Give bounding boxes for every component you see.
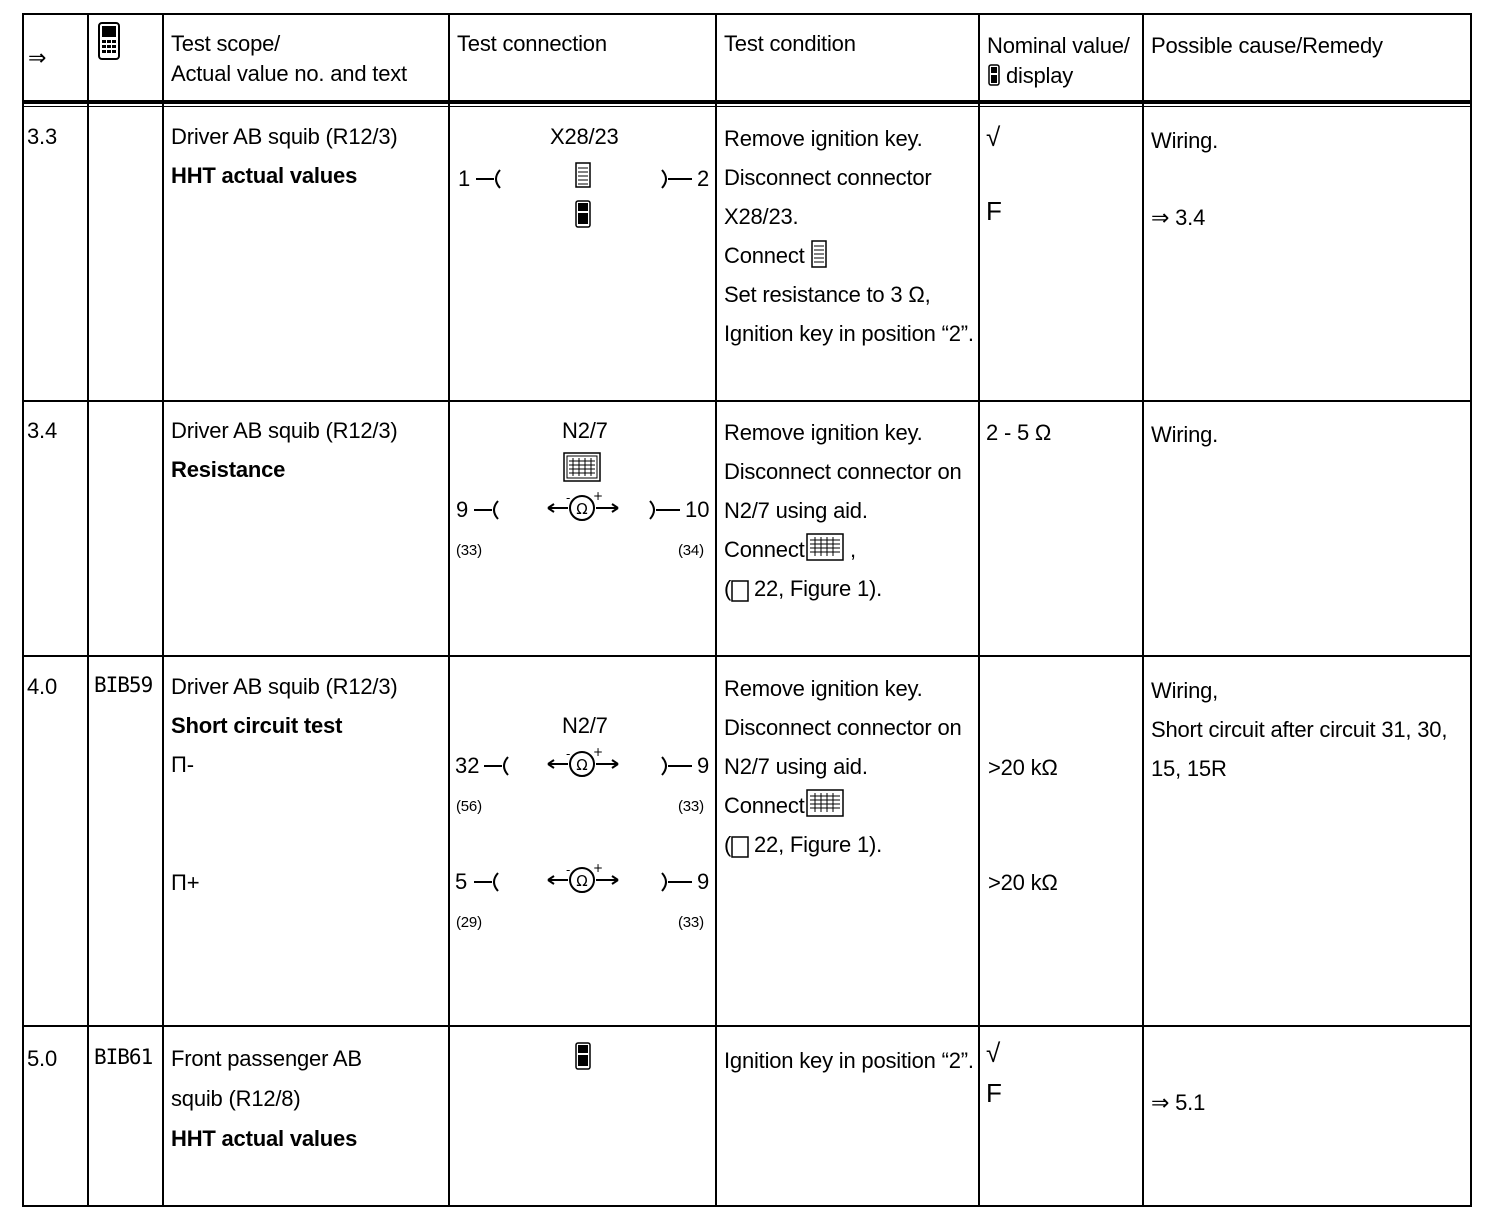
left-pin: 9 bbox=[456, 497, 469, 522]
right-pin: 10 bbox=[685, 497, 710, 522]
scope-header-line1: Test scope/ bbox=[171, 31, 281, 56]
condition-line: Remove ignition key. bbox=[724, 126, 923, 151]
right-plug-icon bbox=[660, 755, 694, 777]
condition-line: Ignition key in position “2”. bbox=[724, 1048, 974, 1073]
right-plug-icon bbox=[660, 168, 694, 190]
condition-header: Test condition bbox=[724, 31, 856, 56]
nominal-header-line2: display bbox=[1006, 63, 1074, 88]
cause-header: Possible cause/Remedy bbox=[1151, 33, 1383, 58]
col-divider bbox=[978, 13, 980, 1207]
cause-text: Wiring, bbox=[1151, 678, 1219, 703]
table-bottom-border bbox=[22, 1205, 1472, 1207]
scope-test-type: Resistance bbox=[171, 457, 286, 482]
hht-icon bbox=[988, 64, 1000, 86]
col-divider bbox=[162, 13, 164, 1207]
nominal-value: F bbox=[986, 1078, 1002, 1108]
ohmmeter-icon bbox=[546, 490, 620, 524]
right-pin: 2 bbox=[697, 166, 710, 191]
col-divider bbox=[87, 13, 89, 1207]
condition-line: Remove ignition key. bbox=[724, 420, 923, 445]
condition-line: 22, Figure 1). bbox=[754, 832, 883, 857]
left-plug-icon bbox=[472, 871, 502, 893]
condition-line: Ignition key in position “2”. bbox=[724, 321, 974, 346]
connector-label: N2/7 bbox=[562, 713, 608, 738]
cause-text: Wiring. bbox=[1151, 422, 1219, 447]
col-divider bbox=[1470, 13, 1472, 1207]
nominal-value: √ bbox=[986, 1038, 1001, 1068]
condition-line: ( bbox=[724, 832, 732, 857]
col-divider bbox=[1142, 13, 1144, 1207]
condition-line: X28/23. bbox=[724, 204, 799, 229]
fault-code: BIB59 bbox=[94, 673, 153, 697]
col-divider bbox=[22, 13, 24, 1207]
right-plug-icon bbox=[660, 871, 694, 893]
svg-text:-: - bbox=[566, 747, 571, 761]
scope-test-type: HHT actual values bbox=[171, 1126, 358, 1151]
breakout-box-icon bbox=[811, 240, 827, 268]
polarity-label: Π- bbox=[171, 752, 194, 777]
nominal-value: >20 kΩ bbox=[988, 870, 1058, 895]
condition-line: Set resistance to 3 Ω, bbox=[724, 282, 931, 307]
nominal-value: 2 - 5 Ω bbox=[986, 420, 1052, 445]
right-pin: 9 bbox=[697, 753, 710, 778]
ohmmeter-icon bbox=[546, 746, 620, 780]
test-adapter-icon bbox=[806, 533, 844, 561]
right-pin: 9 bbox=[697, 869, 710, 894]
left-pin: 5 bbox=[455, 869, 468, 894]
nominal-value: >20 kΩ bbox=[988, 755, 1058, 780]
row-divider bbox=[22, 400, 1472, 402]
left-pin-sub: (56) bbox=[456, 798, 482, 815]
left-plug-icon bbox=[482, 755, 512, 777]
manual-reference-icon bbox=[731, 836, 749, 858]
scope-component: Driver AB squib (R12/3) bbox=[171, 124, 398, 149]
connector-label: N2/7 bbox=[562, 418, 608, 443]
scope-header-line2: Actual value no. and text bbox=[171, 61, 407, 86]
condition-line: Disconnect connector bbox=[724, 165, 932, 190]
nominal-header-line1: Nominal value/ bbox=[987, 33, 1130, 58]
connector-label: X28/23 bbox=[550, 124, 619, 149]
step-number: 5.0 bbox=[27, 1046, 57, 1071]
test-adapter-icon bbox=[563, 452, 601, 482]
condition-line: Connect bbox=[724, 243, 805, 268]
ohmmeter-icon bbox=[546, 862, 620, 896]
right-pin-sub: (34) bbox=[678, 542, 704, 559]
scope-component: Driver AB squib (R12/3) bbox=[171, 674, 398, 699]
condition-line: N2/7 using aid. bbox=[724, 754, 868, 779]
left-pin-sub: (33) bbox=[456, 542, 482, 559]
condition-line: Disconnect connector on bbox=[724, 715, 962, 740]
svg-text:Ω: Ω bbox=[576, 756, 588, 774]
hht-icon bbox=[98, 22, 120, 60]
left-plug-icon bbox=[474, 168, 504, 190]
nominal-value: F bbox=[986, 196, 1002, 226]
col-divider bbox=[448, 13, 450, 1207]
svg-text:+: + bbox=[593, 745, 604, 759]
manual-reference-icon bbox=[731, 580, 749, 602]
svg-text:+: + bbox=[593, 489, 604, 503]
right-pin-sub: (33) bbox=[678, 798, 704, 815]
header-bottom-border bbox=[22, 100, 1472, 104]
table-top-border bbox=[22, 13, 1472, 15]
cause-text: ⇒ 5.1 bbox=[1151, 1090, 1206, 1115]
hht-icon bbox=[575, 1042, 591, 1070]
scope-component: Driver AB squib (R12/3) bbox=[171, 418, 398, 443]
condition-line: Remove ignition key. bbox=[724, 676, 923, 701]
row-divider bbox=[22, 106, 1472, 107]
breakout-box-icon bbox=[575, 162, 591, 188]
condition-line: 22, Figure 1). bbox=[754, 576, 883, 601]
left-plug-icon bbox=[472, 499, 502, 521]
polarity-label: Π+ bbox=[171, 870, 200, 895]
right-plug-icon bbox=[648, 499, 682, 521]
svg-text:-: - bbox=[566, 491, 571, 505]
left-pin: 1 bbox=[458, 166, 471, 191]
condition-line: Disconnect connector on bbox=[724, 459, 962, 484]
cause-text: 15, 15R bbox=[1151, 756, 1227, 781]
cause-text: Wiring. bbox=[1151, 128, 1219, 153]
hht-icon bbox=[575, 200, 591, 228]
svg-text:-: - bbox=[566, 863, 571, 877]
svg-text:Ω: Ω bbox=[576, 872, 588, 890]
left-pin: 32 bbox=[455, 753, 480, 778]
cause-text: Short circuit after circuit 31, 30, bbox=[1151, 717, 1448, 742]
left-pin-sub: (29) bbox=[456, 914, 482, 931]
col-divider bbox=[715, 13, 717, 1207]
fault-code: BIB61 bbox=[94, 1045, 153, 1069]
svg-text:Ω: Ω bbox=[576, 500, 588, 518]
right-pin-sub: (33) bbox=[678, 914, 704, 931]
row-divider bbox=[22, 655, 1472, 657]
scope-component: squib (R12/8) bbox=[171, 1086, 301, 1111]
test-adapter-icon bbox=[806, 789, 844, 817]
svg-text:+: + bbox=[593, 861, 604, 875]
arrow-column-header: ⇒ bbox=[28, 45, 47, 70]
step-number: 3.4 bbox=[27, 418, 57, 443]
scope-component: Front passenger AB bbox=[171, 1046, 362, 1071]
condition-line: N2/7 using aid. bbox=[724, 498, 868, 523]
condition-line: Connect bbox=[724, 793, 805, 818]
condition-line: Connect bbox=[724, 537, 805, 562]
scope-test-type: HHT actual values bbox=[171, 163, 358, 188]
cause-text: ⇒ 3.4 bbox=[1151, 205, 1206, 230]
nominal-value: √ bbox=[986, 122, 1001, 152]
connection-header: Test connection bbox=[457, 31, 607, 56]
step-number: 4.0 bbox=[27, 674, 57, 699]
step-number: 3.3 bbox=[27, 124, 57, 149]
row-divider bbox=[22, 1025, 1472, 1027]
condition-line: ( bbox=[724, 576, 732, 601]
condition-line: , bbox=[850, 537, 856, 562]
scope-test-type: Short circuit test bbox=[171, 713, 343, 738]
